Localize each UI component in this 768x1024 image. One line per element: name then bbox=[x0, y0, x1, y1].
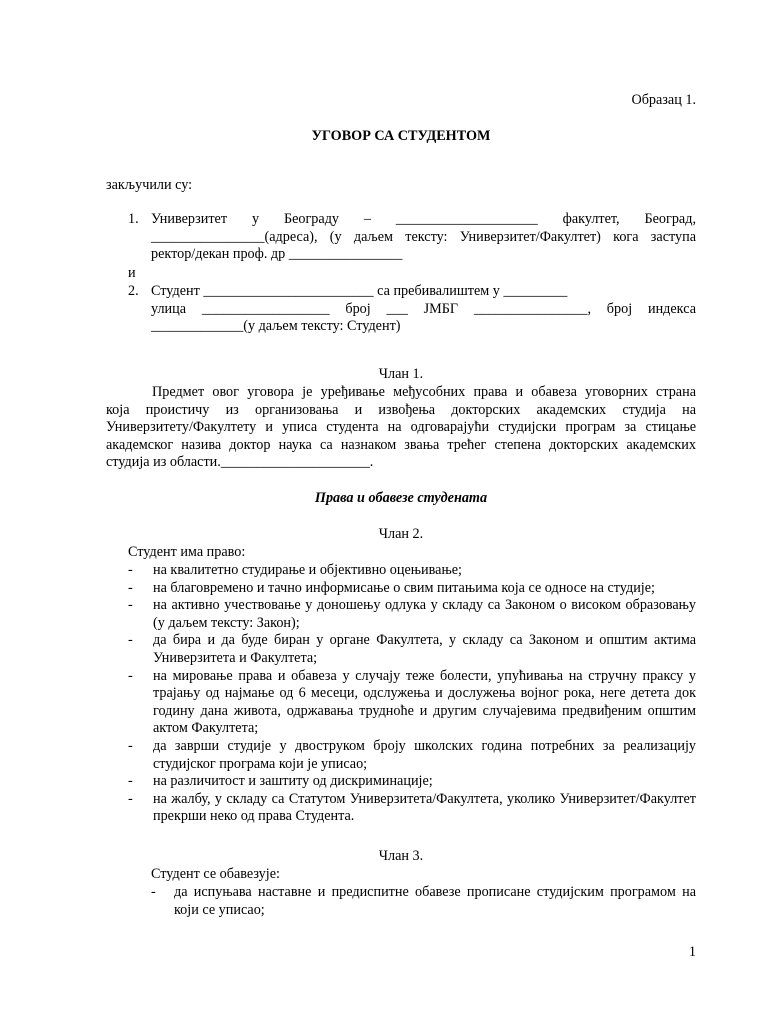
bullet-dash: - bbox=[128, 773, 133, 790]
bullet-dash: - bbox=[128, 667, 133, 684]
paragraph-line: Предмет овог уговора је уређивање међусобних права и обавеза уговорних страна bbox=[152, 384, 696, 400]
list-item: - на жалбу, у складу са Статутом Универзитета/Факултета, уколико Универзитет/Факултет прекрши неко од права Студента. bbox=[128, 790, 696, 825]
list-item: - да заврши студије у двоструком броју школских година потребних за реализацију студијског програма који је уписао; bbox=[128, 737, 696, 772]
list-item: - да бира и да буде биран у органе Факултета, у складу са Законом и општим актима Универзитета и Факултета; bbox=[128, 632, 696, 666]
party-line: _____________(у даљем тексту: Студент) bbox=[151, 318, 401, 335]
rights-intro: Студент има право: bbox=[128, 544, 246, 560]
form-label: Образац 1. bbox=[631, 92, 696, 108]
duties-intro: Студент се обавезује: bbox=[151, 866, 280, 882]
article-1-paragraph bbox=[106, 384, 696, 472]
page-number: 1 bbox=[688, 944, 696, 960]
party-1-text bbox=[151, 211, 696, 264]
party-line: ________________(адреса), (у даљем тексту: Универзитет/Факултет) кога заступа bbox=[151, 228, 696, 245]
party-line: улица __________________ број ___ ЈМБГ ________________, број индекса bbox=[151, 300, 696, 317]
party-line: ректор/декан проф. др ________________ bbox=[151, 246, 403, 263]
paragraph-line: академског назива доктор наука са назнаком звања трећег степена докторских академских bbox=[106, 436, 696, 453]
party-line: Студент ________________________ са пребивалиштем у _________ bbox=[151, 283, 568, 299]
duties-list bbox=[151, 884, 696, 919]
bullet-dash: - bbox=[128, 579, 133, 596]
bullet-dash: - bbox=[128, 632, 133, 649]
bullet-dash: - bbox=[128, 790, 133, 807]
section-heading: Права и обавезе студената bbox=[314, 490, 488, 506]
article-3-heading: Члан 3. bbox=[378, 848, 424, 864]
bullet-dash: - bbox=[151, 884, 156, 900]
list-item: - на квалитетно студирање и објективно оцењивање; bbox=[128, 562, 462, 578]
party-line: Универзитет у Београду – ____________________ факултет, Београд, bbox=[151, 211, 696, 227]
paragraph-line: која проистичу из организовања и извођења докторских академских студија на bbox=[106, 401, 696, 418]
party-number: 2. bbox=[128, 283, 139, 299]
document-title: УГОВОР СА СТУДЕНТОМ bbox=[311, 128, 491, 144]
concluded-label: закључили су: bbox=[106, 177, 193, 193]
list-item: - на благовремено и тачно информисање о свим питањима која се односе на студије; bbox=[128, 579, 655, 596]
list-item: - на активно учествовање у доношењу одлука у складу са Законом о високом образовању (у даљем тексту: Закон); bbox=[128, 597, 696, 631]
list-item: - на мировање права и обавеза у случају теже болести, упућивања на стручну праксу у трајању од најмање од 6 месеци, одслужења и дослужења војног рока, неге детета док годину дана живота, одржавања трудноће и другим случајевима предвиђеним општим актом Факултета; bbox=[128, 667, 696, 737]
list-item: - на различитост и заштиту од дискриминације; bbox=[128, 773, 433, 790]
and-word: и bbox=[128, 265, 136, 281]
party-number: 1. bbox=[128, 211, 139, 227]
bullet-dash: - bbox=[128, 737, 133, 754]
bullet-dash: - bbox=[128, 597, 133, 614]
party-2-text bbox=[151, 283, 696, 336]
rights-list bbox=[128, 562, 696, 826]
list-item: - да испуњава наставне и предиспитне обавезе прописане студијским програмом на који се уписао; bbox=[151, 884, 696, 918]
article-1-heading: Члан 1. bbox=[378, 366, 424, 382]
paragraph-line: Универзитету/Факултету и уписа студента на одговарајући студијски програм за стицање bbox=[106, 419, 696, 436]
article-2-heading: Члан 2. bbox=[378, 526, 424, 542]
bullet-dash: - bbox=[128, 562, 133, 578]
paragraph-line: студија из области._____________________. bbox=[106, 454, 374, 471]
